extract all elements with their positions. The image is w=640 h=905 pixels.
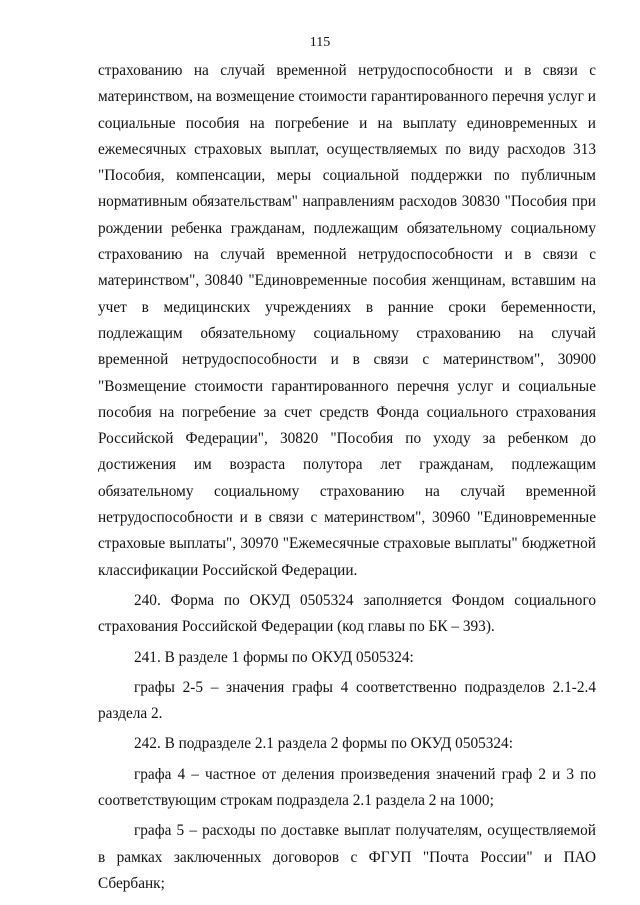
paragraph-242-column-5: графа 5 – расходы по доставке выплат получателям, осуществляемой в рамках заключенных договоров с ФГУП "Почта России" и ПАО Сбербанк; xyxy=(98,822,596,892)
paragraph-240: 240. Форма по ОКУД 0505324 заполняется Фондом социального страхования Российской Федерации (код главы по БК – 393). xyxy=(98,591,596,636)
page-number: 115 xyxy=(309,35,331,50)
document-body xyxy=(98,58,596,897)
paragraph-241: 241. В разделе 1 формы по ОКУД 0505324: xyxy=(134,648,414,666)
paragraph-241-columns: графы 2-5 – значения графы 4 соответственно подразделов 2.1-2.4 раздела 2. xyxy=(98,678,596,723)
paragraph-242-column-4: графа 4 – частное от деления произведения значений граф 2 и 3 по соответствующим строкам подраздела 2.1 раздела 2 на 1000; xyxy=(98,765,596,810)
paragraph-242: 242. В подразделе 2.1 раздела 2 формы по ОКУД 0505324: xyxy=(134,735,513,753)
paragraph-continuation: страхованию на случай временной нетрудоспособности и в связи с материнством, на возмещение стоимости гарантированного перечня услуг и социальные пособия на погребение и на выплату единовременных и ежемесячных страховых выплат, осуществляемых по виду расходов 313 "Пособия, компенсации, меры социальной поддержки по публичным нормативным обязательствам" направлениям расходов 30830 "Пособия при рождении ребенка гражданам, подлежащим обязательному социальному страхованию на случай временной нетрудоспособности и в связи с материнством", 30840 "Единовременные пособия женщинам, вставшим на учет в медицинских учреждениях в ранние сроки беременности, подлежащим обязательному социальному страхованию на случай временной нетрудоспособности и в связи с материнством", 30900 "Возмещение стоимости гарантированного перечня услуг и социальные пособия на погребение за счет средств Фонда социального страхования Российской Федерации", 30820 "Пособия по уходу за ребенком до достижения им возраста полутора лет гражданам, подлежащим обязательному социальному страхованию на случай временной нетрудоспособности и в связи с материнством", 30960 "Единовременные страховые выплаты", 30970 "Ежемесячные страховые выплаты" бюджетной классификации Российской Федерации. xyxy=(98,62,596,579)
